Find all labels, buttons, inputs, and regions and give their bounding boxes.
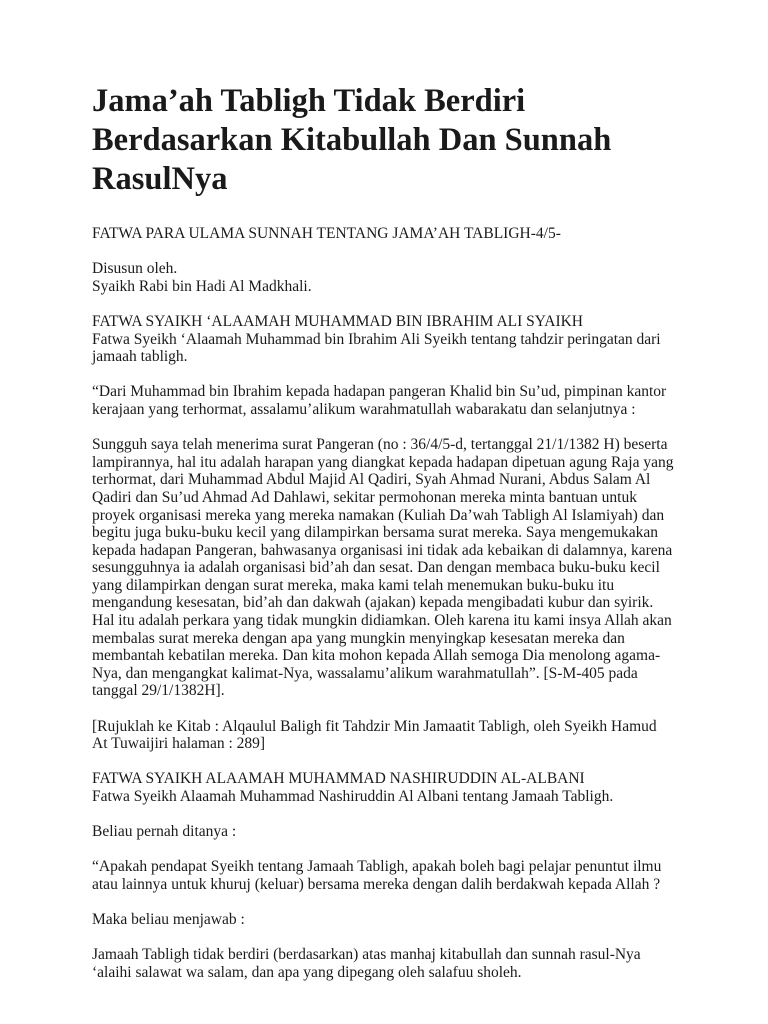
text-line: “Dari Muhammad bin Ibrahim kepada hadapan pangeran Khalid bin Su’ud, pimpinan kantor [92,383,667,401]
text-line: membantah kebatilan mereka. Dan kita mohon kepada Allah semoga Dia menolong agama- [92,647,661,665]
paragraph [92,823,708,841]
text-line: “Apakah pendapat Syeikh tentang Jamaah Tabligh, apakah boleh bagi pelajar penuntut ilmu [92,858,662,876]
text-line: Fatwa Syeikh Alaamah Muhammad Nashiruddin Al Albani tentang Jamaah Tabligh. [92,788,614,805]
text-line: Syaikh Rabi bin Hadi Al Madkhali. [92,277,312,295]
text-line: FATWA SYAIKH ‘ALAAMAH MUHAMMAD BIN IBRAHIM ALI SYAIKH [92,312,583,330]
text-line: Disusun oleh. [92,260,178,278]
text-line: kerajaan yang terhormat, assalamu’alikum warahmatullah wabarakatu dan selanjutnya : [92,400,636,418]
text-line: membalas surat mereka dengan apa yang mungkin menyingkap kesesatan mereka dan [92,629,625,647]
paragraph [92,260,708,295]
text-line: Qadiri dan Su’ud Ahmad Ad Dahlawi, sekitar permohonan mereka minta bantuan untuk [92,488,637,506]
paragraph [92,383,708,418]
text-line: mengandung kesesatan, bid’ah dan dakwah (ajakan) kepada mengibadati kubur dan syirik. [92,594,654,612]
paragraph [92,911,708,929]
text-line: [Rujuklah ke Kitab : Alqaulul Baligh fit Tahdzir Min Jamaatit Tabligh, oleh Syeikh Hamud [92,717,657,735]
text-line: FATWA SYAIKH ALAAMAH MUHAMMAD NASHIRUDDIN AL-ALBANI [92,770,585,788]
text-line: At Tuwaijiri halaman : 289] [92,735,266,753]
text-line: Beliau pernah ditanya : [92,823,237,841]
paragraph [92,718,708,753]
text-line: Maka beliau menjawab : [92,911,245,929]
text-line: jamaah tabligh. [92,348,188,366]
text-line: Nya, dan mengangkat kalimat-Nya, wassalamu’alikum warahmatullah”. [S-M-405 pada [92,664,638,682]
paragraph [92,313,708,366]
document-body [92,225,708,982]
paragraph [92,225,708,243]
title-line: RasulNya [92,161,228,197]
document-title [92,82,708,199]
text-line: Hal itu adalah perkara yang tidak mungkin didiamkan. Oleh karena itu kami insya Allah akan [92,612,672,630]
text-line: terhormat, dari Muhammad Abdul Majid Al Qadiri, Syah Ahmad Nurani, Abdus Salam Al [92,471,651,489]
text-line: atau lainnya untuk khuruj (keluar) bersama mereka dengan dalih berdakwah kepada Allah ? [92,875,661,893]
text-line: Fatwa Syeikh ‘Alaamah Muhammad bin Ibrahim Ali Syeikh tentang tahdzir peringatan dari [92,330,661,348]
text-line: ‘alaihi salawat wa salam, dan apa yang dipegang oleh salafuu sholeh. [92,963,522,981]
text-line: FATWA PARA ULAMA SUNNAH TENTANG JAMA’AH TABLIGH-4/5- [92,225,561,242]
paragraph [92,770,708,805]
title-line: Jama’ah Tabligh Tidak Berdiri [92,83,526,119]
text-line: yang dilampirkan dengan surat mereka, maka kami telah menemukan buku-buku itu [92,576,615,594]
title-line: Berdasarkan Kitabullah Dan Sunnah [92,122,612,158]
text-line: Sungguh saya telah menerima surat Pangeran (no : 36/4/5-d, tertanggal 21/1/1382 H) beserta [92,436,668,454]
text-line: proyek organisasi mereka yang mereka namakan (Kuliah Da’wah Tabligh Al Islamiyah) dan [92,506,665,524]
text-line: Jamaah Tabligh tidak berdiri (berdasarkan) atas manhaj kitabullah dan sunnah rasul-Nya [92,946,641,964]
paragraph [92,436,708,700]
text-line: lampirannya, hal itu adalah harapan yang diangkat kepada hadapan dipetuan agung Raja yang [92,453,674,471]
text-line: tanggal 29/1/1382H]. [92,682,225,700]
paragraph [92,858,708,893]
text-line: kepada hadapan Pangeran, bahwasanya organisasi ini tidak ada kebaikan di dalamnya, karena [92,541,673,559]
paragraph [92,946,708,981]
text-line: sesungguhnya ia adalah organisasi bid’ah dan sesat. Dan dengan membaca buku-buku kecil [92,559,660,577]
text-line: begitu juga buku-buku kecil yang dilampirkan bersama surat mereka. Saya mengemukakan [92,524,658,542]
